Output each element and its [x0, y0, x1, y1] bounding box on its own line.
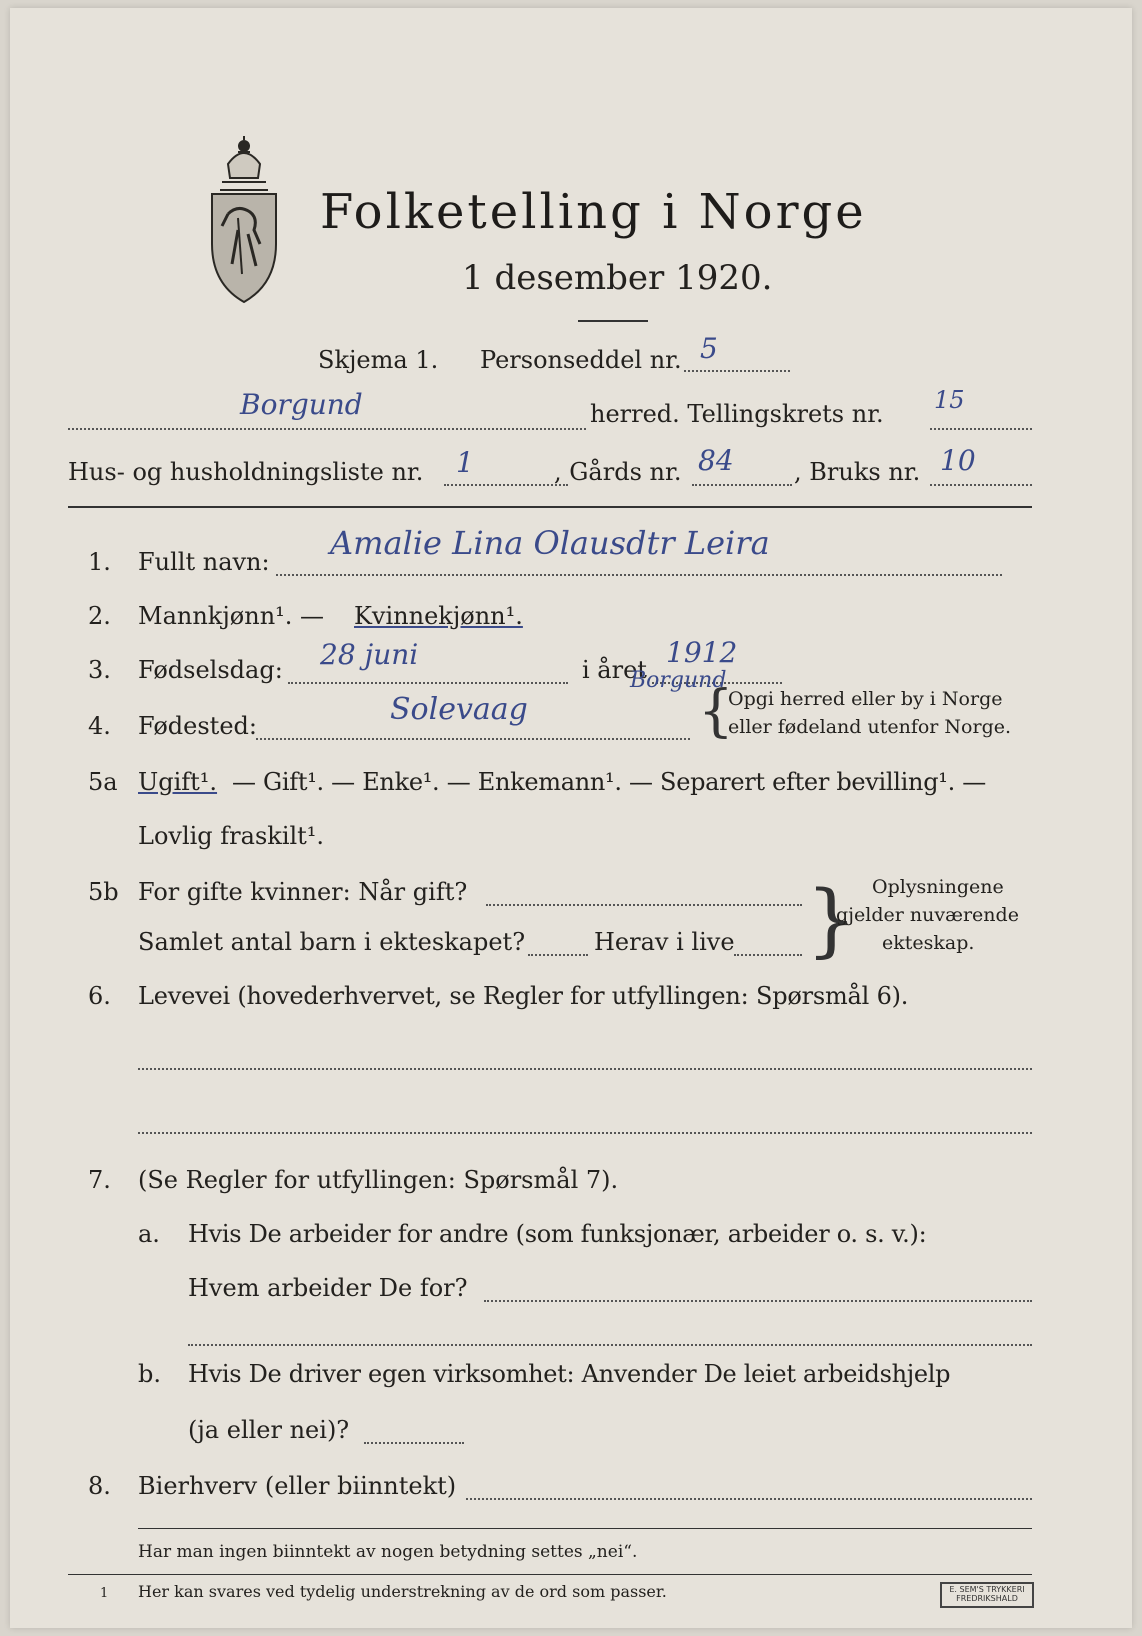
q7a-line-1	[484, 1300, 1032, 1302]
q7b-number: b.	[138, 1360, 161, 1388]
bruks-value[interactable]: 10	[940, 444, 976, 477]
q8-number: 8.	[88, 1472, 111, 1500]
bruks-line	[930, 484, 1032, 486]
q5b-note-3: ekteskap.	[882, 932, 975, 954]
q6-line-1	[138, 1068, 1032, 1070]
q8-label: Bierhverv (eller biinntekt)	[138, 1472, 457, 1500]
q5b-line-2-label: Samlet antal barn i ekteskapet?	[138, 928, 526, 956]
q4-label: Fødested:	[138, 712, 257, 740]
q3-year-value[interactable]: 1912	[666, 636, 738, 669]
footnote-text: Her kan svares ved tydelig understrekning av de ord som passer.	[138, 1582, 667, 1601]
census-form	[10, 8, 1132, 1628]
header-divider	[68, 506, 1032, 508]
q2-kvinne: Kvinnekjønn¹.	[354, 602, 523, 630]
hus-label: Hus- og husholdningsliste nr.	[68, 458, 424, 486]
q8-line	[466, 1498, 1032, 1500]
q5b-note-1: Oplysningene	[872, 876, 1004, 898]
q3-value[interactable]: 28 juni	[320, 638, 419, 671]
q3-year-label: i året	[582, 656, 647, 684]
q1-label: Fullt navn:	[138, 548, 270, 576]
q4-note-2: eller fødeland utenfor Norge.	[728, 716, 1012, 738]
q3-number: 3.	[88, 656, 111, 684]
q7a-number: a.	[138, 1220, 160, 1248]
q5b-number: 5b	[88, 878, 119, 906]
herred-value[interactable]: Borgund	[240, 388, 363, 421]
q6-number: 6.	[88, 982, 111, 1010]
q7b-line-2-label: (ja eller nei)?	[188, 1416, 350, 1444]
form-title: Folketelling i Norge	[320, 184, 867, 240]
q5b-label: For gifte kvinner: Når gift?	[138, 878, 468, 906]
hus-line	[444, 484, 568, 486]
q2-number: 2.	[88, 602, 111, 630]
gards-value[interactable]: 84	[698, 444, 734, 477]
q5b-herav-line	[734, 954, 802, 956]
coat-of-arms-icon	[198, 134, 290, 306]
q1-line	[276, 574, 1002, 576]
q1-number: 1.	[88, 548, 111, 576]
herred-label: herred. Tellingskrets nr.	[590, 400, 884, 428]
q5b-brace: }	[806, 873, 857, 966]
q5b-note-2: gjelder nuværende	[836, 904, 1019, 926]
q4-note-1: Opgi herred eller by i Norge	[728, 688, 1003, 710]
q4-brace: {	[698, 679, 734, 744]
q7b-label: Hvis De driver egen virksomhet: Anvender De leiet arbeidshjelp	[188, 1360, 951, 1388]
printer-stamp-line-1: E. SEM'S TRYKKERI	[949, 1585, 1025, 1594]
personseddel-value[interactable]: 5	[700, 332, 718, 365]
q5a-number: 5a	[88, 768, 118, 796]
q4-number: 4.	[88, 712, 111, 740]
hus-value[interactable]: 1	[456, 446, 474, 479]
q5b-barn-line	[528, 954, 588, 956]
q4-value-2[interactable]: Borgund	[630, 668, 727, 693]
skjema-label: Skjema 1.	[318, 346, 439, 374]
printer-stamp-line-2: FREDRIKSHALD	[956, 1593, 1018, 1603]
tellingskrets-line	[930, 428, 1032, 430]
q7a-line-2	[188, 1344, 1032, 1346]
bruks-label: , Bruks nr.	[794, 458, 921, 486]
printer-stamp	[940, 1582, 1034, 1608]
footnote-number: 1	[100, 1586, 109, 1601]
herred-line	[68, 428, 586, 430]
gards-line	[692, 484, 792, 486]
title-divider	[578, 320, 648, 322]
personseddel-label: Personseddel nr.	[480, 346, 682, 374]
q7-number: 7.	[88, 1166, 111, 1194]
q4-line	[256, 738, 690, 740]
gards-label: , Gårds nr.	[554, 458, 682, 486]
census-date: 1 desember 1920.	[462, 258, 773, 298]
tellingskrets-value[interactable]: 15	[934, 386, 965, 414]
footer-divider	[138, 1528, 1032, 1529]
q5a-options: — Gift¹. — Enke¹. — Enkemann¹. — Separert efter bevilling¹. —	[232, 768, 986, 796]
q7a-line-2-label: Hvem arbeider De for?	[188, 1274, 468, 1302]
q5a-ugift: Ugift¹.	[138, 768, 218, 796]
q3-label: Fødselsdag:	[138, 656, 283, 684]
q6-label: Levevei (hovederhvervet, se Regler for utfyllingen: Spørsmål 6).	[138, 982, 909, 1010]
footer-note: Har man ingen biinntekt av nogen betydning settes „nei“.	[138, 1542, 638, 1562]
q4-value[interactable]: Solevaag	[390, 692, 528, 727]
q5b-line-1	[486, 904, 802, 906]
q5a-line-2: Lovlig fraskilt¹.	[138, 822, 325, 850]
q2-mann: Mannkjønn¹. —	[138, 602, 325, 630]
q6-line-2	[138, 1132, 1032, 1134]
personseddel-line	[684, 370, 790, 372]
q3-line	[288, 682, 568, 684]
footnote-divider	[68, 1574, 1032, 1575]
q7-label: (Se Regler for utfyllingen: Spørsmål 7).	[138, 1166, 619, 1194]
q5b-herav: Herav i live	[594, 928, 735, 956]
q7a-label: Hvis De arbeider for andre (som funksjonær, arbeider o. s. v.):	[188, 1220, 927, 1248]
q7b-line	[364, 1442, 464, 1444]
q1-value[interactable]: Amalie Lina Olausdtr Leira	[330, 524, 770, 562]
